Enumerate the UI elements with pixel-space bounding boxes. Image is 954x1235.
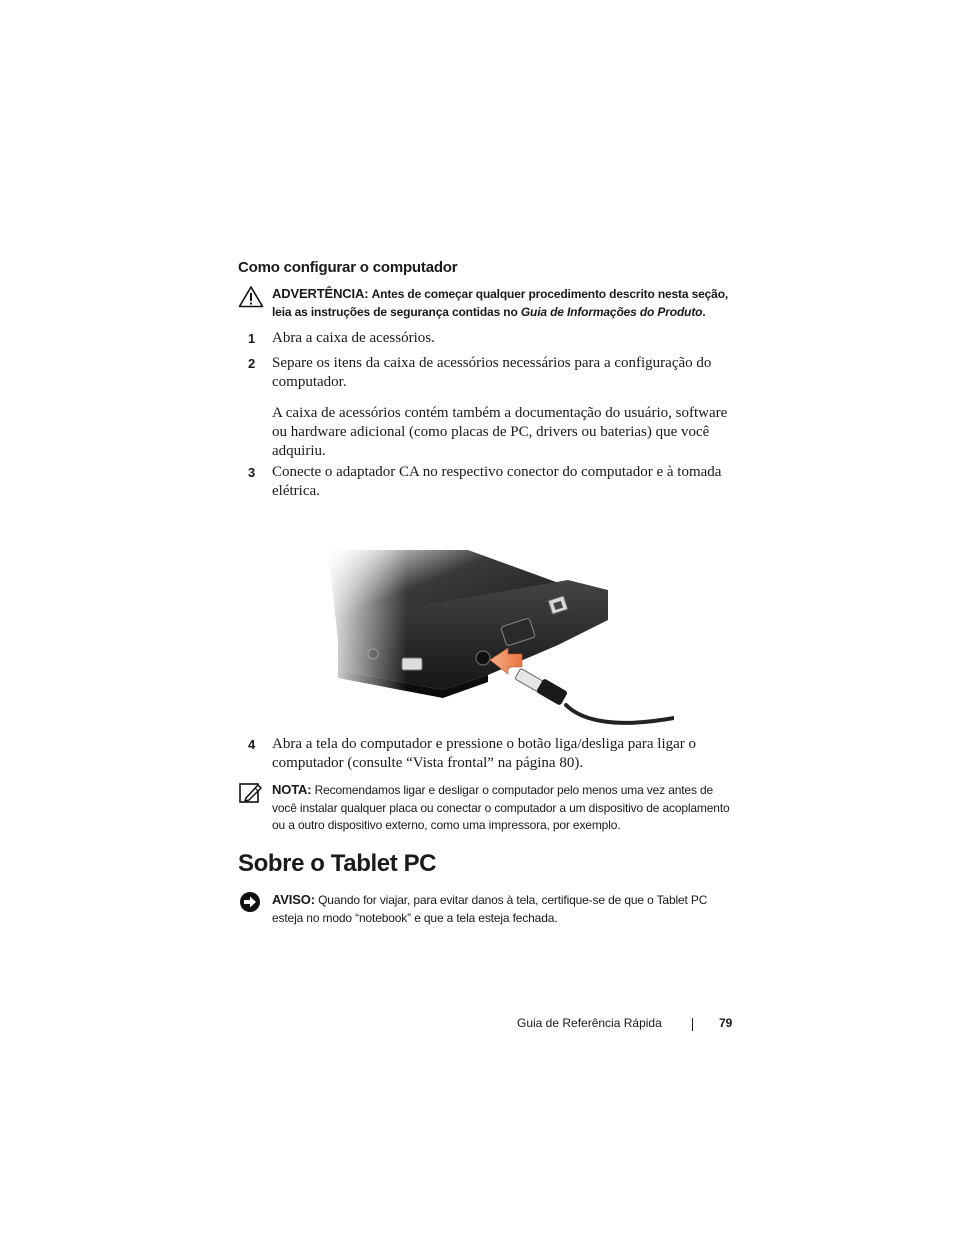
- footer-title: Guia de Referência Rápida: [517, 1016, 662, 1030]
- ac-adapter-connection-figure: [318, 550, 674, 728]
- notice-text: Quando for viajar, para evitar danos à tela, certifique-se de que o Tablet PC esteja no modo “notebook” e que a tela esteja fechada.: [272, 893, 708, 925]
- note-callout: [238, 781, 738, 835]
- page-number: 79: [719, 1016, 733, 1030]
- notice-arrow-icon: [238, 891, 264, 915]
- notice-label: AVISO:: [272, 892, 315, 907]
- step-number: 2: [248, 356, 256, 371]
- warning-label: ADVERTÊNCIA:: [272, 286, 369, 301]
- laptop-illustration: [318, 550, 674, 728]
- step-text: Conecte o adaptador CA no respectivo conector do computador e à tomada elétrica.: [272, 464, 722, 499]
- footer-separator: [692, 1018, 693, 1031]
- note-text: Recomendamos ligar e desligar o computador pelo menos uma vez antes de você instalar qualquer placa ou conectar o computador a um dispositivo de acoplamento ou a outro dispositivo externo, como uma impressora, por exemplo.: [272, 783, 730, 832]
- step-4: [238, 735, 738, 773]
- notice-callout: [238, 891, 738, 927]
- section-heading: Como configurar o computador: [238, 259, 458, 276]
- warning-triangle-icon: [238, 285, 264, 309]
- warning-text-end: .: [702, 304, 706, 319]
- step-extra-paragraph: A caixa de acessórios contém também a documentação do usuário, software ou hardware adicional (como placas de PC, drivers ou baterias) que você adquiriu.: [272, 405, 728, 459]
- product-info-guide-title: Guia de Informações do Produto: [520, 304, 703, 319]
- step-text: Separe os itens da caixa de acessórios necessários para a configuração do computador.: [272, 355, 712, 390]
- step-text: Abra a tela do computador e pressione o botão liga/desliga para ligar o computador (consulte “Vista frontal” na página 80).: [272, 736, 697, 771]
- main-heading: Sobre o Tablet PC: [238, 850, 437, 877]
- note-pencil-icon: [238, 781, 264, 805]
- warning-text: Antes de começar qualquer procedimento descrito nesta seção, leia as instruções de segurança contidas no: [272, 287, 729, 319]
- step-3: [238, 463, 738, 501]
- step-text: Abra a caixa de acessórios.: [272, 330, 435, 346]
- step-1: [238, 329, 738, 348]
- note-label: NOTA:: [272, 782, 312, 797]
- step-number: 3: [248, 465, 256, 480]
- warning-callout: [238, 285, 738, 321]
- step-number: 1: [248, 331, 256, 346]
- step-2: [238, 354, 738, 461]
- step-number: 4: [248, 737, 256, 752]
